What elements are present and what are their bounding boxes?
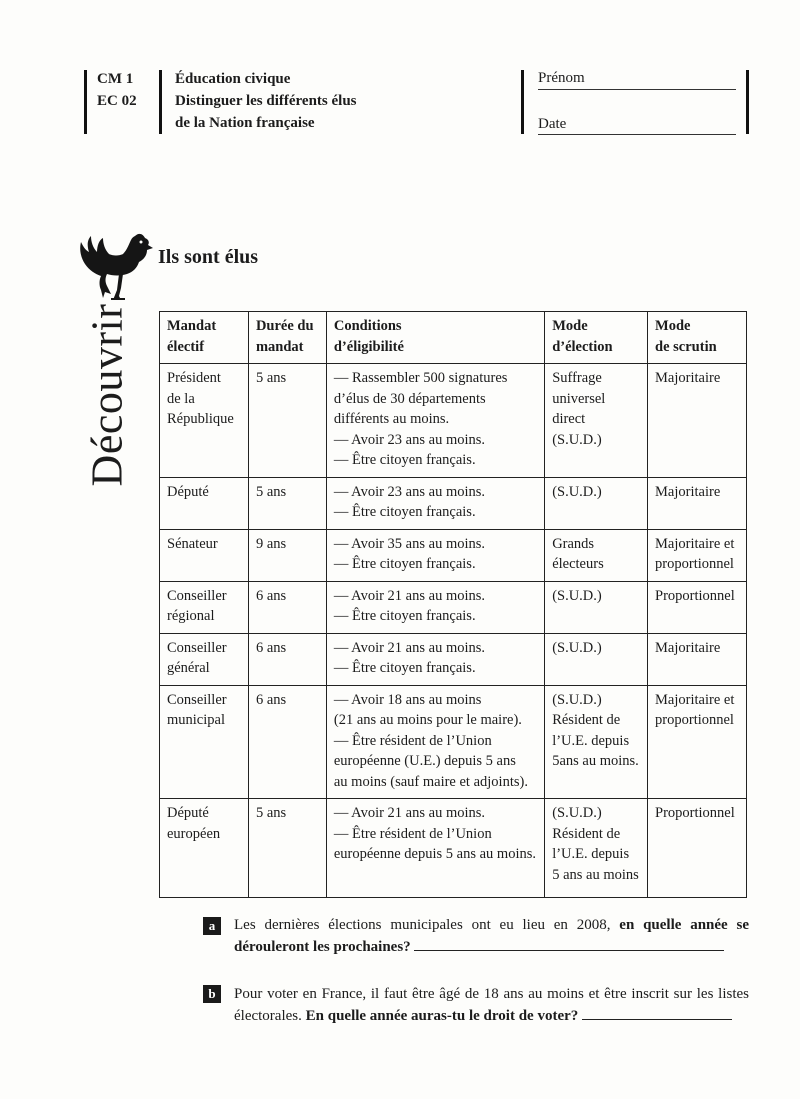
cell-line: l’U.E. depuis	[552, 732, 630, 749]
cell-line: Suffrage	[552, 370, 602, 386]
question-a-badge: a	[203, 917, 221, 935]
cell-line: (S.U.D.)	[552, 587, 602, 604]
header-mid-bar	[159, 70, 162, 134]
cell-line: Président	[167, 370, 221, 386]
title-line-1: Distinguer les différents élus	[175, 93, 357, 109]
title-line-2: de la Nation française	[175, 115, 315, 131]
cell-line: Conseiller	[167, 691, 227, 708]
question-b-text: Pour voter en France, il faut être âgé de 18 ans au moins et être inscrit sur les listes électorales. En quelle année auras-tu le droit de voter?	[234, 986, 749, 1024]
firstname-field[interactable]	[538, 89, 736, 90]
table-cell-conditions	[326, 685, 544, 799]
cell-line: — Être citoyen français.	[333, 504, 476, 520]
cell-line: — Être citoyen français.	[333, 556, 476, 572]
cell-line: — Avoir 21 ans au moins.	[333, 639, 486, 656]
table-cell-duration	[248, 477, 326, 529]
answer-b-line[interactable]	[582, 1006, 732, 1020]
firstname-label: Prénom	[538, 70, 585, 86]
cell-line: européen	[167, 825, 221, 842]
cell-line: Député	[167, 805, 209, 821]
cell-line: Majoritaire et	[655, 691, 735, 708]
header-cell: Mode d’élection	[545, 312, 648, 364]
cell-line: — Avoir 21 ans au moins.	[333, 587, 486, 604]
cell-line: européenne depuis 5 ans au moins.	[333, 846, 537, 862]
table-cell-election	[545, 799, 648, 898]
table-cell-mandate	[160, 529, 249, 581]
cell-line: universel direct	[552, 390, 606, 427]
rooster-icon	[75, 228, 155, 308]
table-cell-duration	[248, 581, 326, 633]
mandates-table	[159, 311, 747, 898]
header-level-code	[97, 68, 137, 112]
cell-line: — Avoir 23 ans au moins.	[333, 483, 486, 500]
table-cell-duration	[248, 529, 326, 581]
answer-a-line[interactable]	[414, 937, 724, 951]
cell-line: (S.U.D.)	[552, 805, 602, 821]
cell-line: (S.U.D.)	[552, 431, 602, 448]
side-title-text: Découvrir	[82, 303, 132, 487]
cell-line: (S.U.D.)	[552, 639, 602, 656]
table-row	[160, 685, 747, 799]
code-label: EC 02	[97, 93, 137, 109]
table-cell-mandate	[160, 477, 249, 529]
table-cell-mandate	[160, 633, 249, 685]
cell-line: République	[167, 411, 234, 427]
header-cell: Conditions d’éligibilité	[326, 312, 544, 364]
cell-line: Député	[167, 483, 209, 500]
cell-line: 6 ans	[255, 587, 287, 604]
table-cell-ballot	[648, 633, 747, 685]
cell-line: — Être résident de l’Union	[333, 825, 492, 842]
cell-line: européenne (U.E.) depuis 5 ans	[333, 753, 516, 769]
cell-line: 6 ans	[255, 639, 287, 656]
section-title: Ils sont élus	[158, 246, 259, 268]
cell-line: Conseiller	[167, 587, 227, 604]
table-cell-mandate	[160, 581, 249, 633]
header-title-block	[175, 68, 357, 134]
table-cell-conditions	[326, 799, 544, 898]
cell-line: l’U.E. depuis	[552, 846, 630, 862]
header-cell: Durée du mandat	[248, 312, 326, 364]
cell-line: Majoritaire	[655, 639, 721, 656]
table-cell-conditions	[326, 529, 544, 581]
cell-line: 5ans au moins.	[552, 753, 639, 769]
cell-line: proportionnel	[655, 556, 734, 572]
cell-line: électeurs	[552, 556, 604, 572]
cell-line: municipal	[167, 712, 225, 728]
subject-label: Éducation civique	[175, 71, 291, 87]
cell-line: Grands	[552, 535, 595, 552]
cell-line: — Être citoyen français.	[333, 608, 476, 624]
cell-line: régional	[167, 608, 215, 624]
cell-line: Sénateur	[167, 535, 218, 552]
table-cell-conditions	[326, 364, 544, 478]
table-cell-duration	[248, 364, 326, 478]
date-label: Date	[538, 116, 567, 132]
header-left-bar	[84, 70, 87, 134]
cell-line: 9 ans	[255, 535, 287, 552]
table-cell-conditions	[326, 581, 544, 633]
table-cell-election	[545, 477, 648, 529]
header-cell: Mandat électif	[160, 312, 249, 364]
table-cell-duration	[248, 685, 326, 799]
table-cell-duration	[248, 633, 326, 685]
table-row	[160, 529, 747, 581]
table-cell-ballot	[648, 364, 747, 478]
cell-line: 5 ans	[255, 483, 287, 500]
cell-line: — Avoir 21 ans au moins.	[333, 805, 486, 821]
cell-line: Conseiller	[167, 639, 227, 656]
cell-line: Majoritaire	[655, 483, 721, 500]
table-cell-conditions	[326, 477, 544, 529]
table-cell-mandate	[160, 799, 249, 898]
cell-line: — Rassembler 500 signatures	[333, 370, 508, 386]
cell-line: différents au moins.	[333, 411, 450, 427]
cell-line: Proportionnel	[655, 805, 735, 821]
table-row	[160, 581, 747, 633]
table-cell-election	[545, 685, 648, 799]
table-row	[160, 799, 747, 898]
cell-line: Résident de	[552, 825, 621, 842]
header-field-bar-right	[746, 70, 749, 134]
cell-line: (S.U.D.)	[552, 691, 602, 708]
cell-line: au moins (sauf maire et adjoints).	[333, 773, 528, 790]
cell-line: — Être résident de l’Union	[333, 732, 492, 749]
table-header-row	[160, 312, 747, 364]
table-cell-election	[545, 529, 648, 581]
cell-line: — Avoir 35 ans au moins.	[333, 535, 486, 552]
cell-line: Majoritaire et	[655, 535, 735, 552]
cell-line: proportionnel	[655, 712, 734, 728]
cell-line: (21 ans au moins pour le maire).	[333, 712, 522, 728]
table-cell-mandate	[160, 364, 249, 478]
cell-line: 5 ans	[255, 370, 287, 386]
table-cell-election	[545, 364, 648, 478]
table-cell-duration	[248, 799, 326, 898]
header-cell: Mode de scrutin	[648, 312, 747, 364]
cell-line: — Être citoyen français.	[333, 660, 476, 676]
cell-line: d’élus de 30 départements	[333, 390, 486, 407]
table-cell-ballot	[648, 685, 747, 799]
table-cell-ballot	[648, 799, 747, 898]
cell-line: de la	[167, 390, 195, 407]
table-row	[160, 364, 747, 478]
table-cell-ballot	[648, 529, 747, 581]
level-label: CM 1	[97, 71, 134, 87]
question-a-text: Les dernières élections municipales ont eu lieu en 2008, en quelle année se dérouleront les prochaines?	[234, 917, 749, 955]
cell-line: 5 ans au moins	[552, 866, 639, 883]
cell-line: Résident de	[552, 712, 621, 728]
side-title	[82, 303, 132, 487]
cell-line: — Avoir 23 ans au moins.	[333, 431, 486, 448]
table-cell-ballot	[648, 581, 747, 633]
cell-line: Proportionnel	[655, 587, 735, 604]
date-field[interactable]	[538, 134, 736, 135]
table-row	[160, 477, 747, 529]
cell-line: 6 ans	[255, 691, 287, 708]
cell-line: général	[167, 660, 210, 676]
table-cell-election	[545, 581, 648, 633]
question-b-badge: b	[203, 985, 221, 1003]
cell-line: — Avoir 18 ans au moins	[333, 691, 482, 708]
table-cell-mandate	[160, 685, 249, 799]
table-cell-conditions	[326, 633, 544, 685]
cell-line: (S.U.D.)	[552, 483, 602, 500]
cell-line: 5 ans	[255, 805, 287, 821]
table-cell-ballot	[648, 477, 747, 529]
cell-line: — Être citoyen français.	[333, 452, 476, 468]
table-body	[160, 364, 747, 898]
table-row	[160, 633, 747, 685]
table-cell-election	[545, 633, 648, 685]
header-field-bar-left	[521, 70, 524, 134]
cell-line: Majoritaire	[655, 370, 721, 386]
